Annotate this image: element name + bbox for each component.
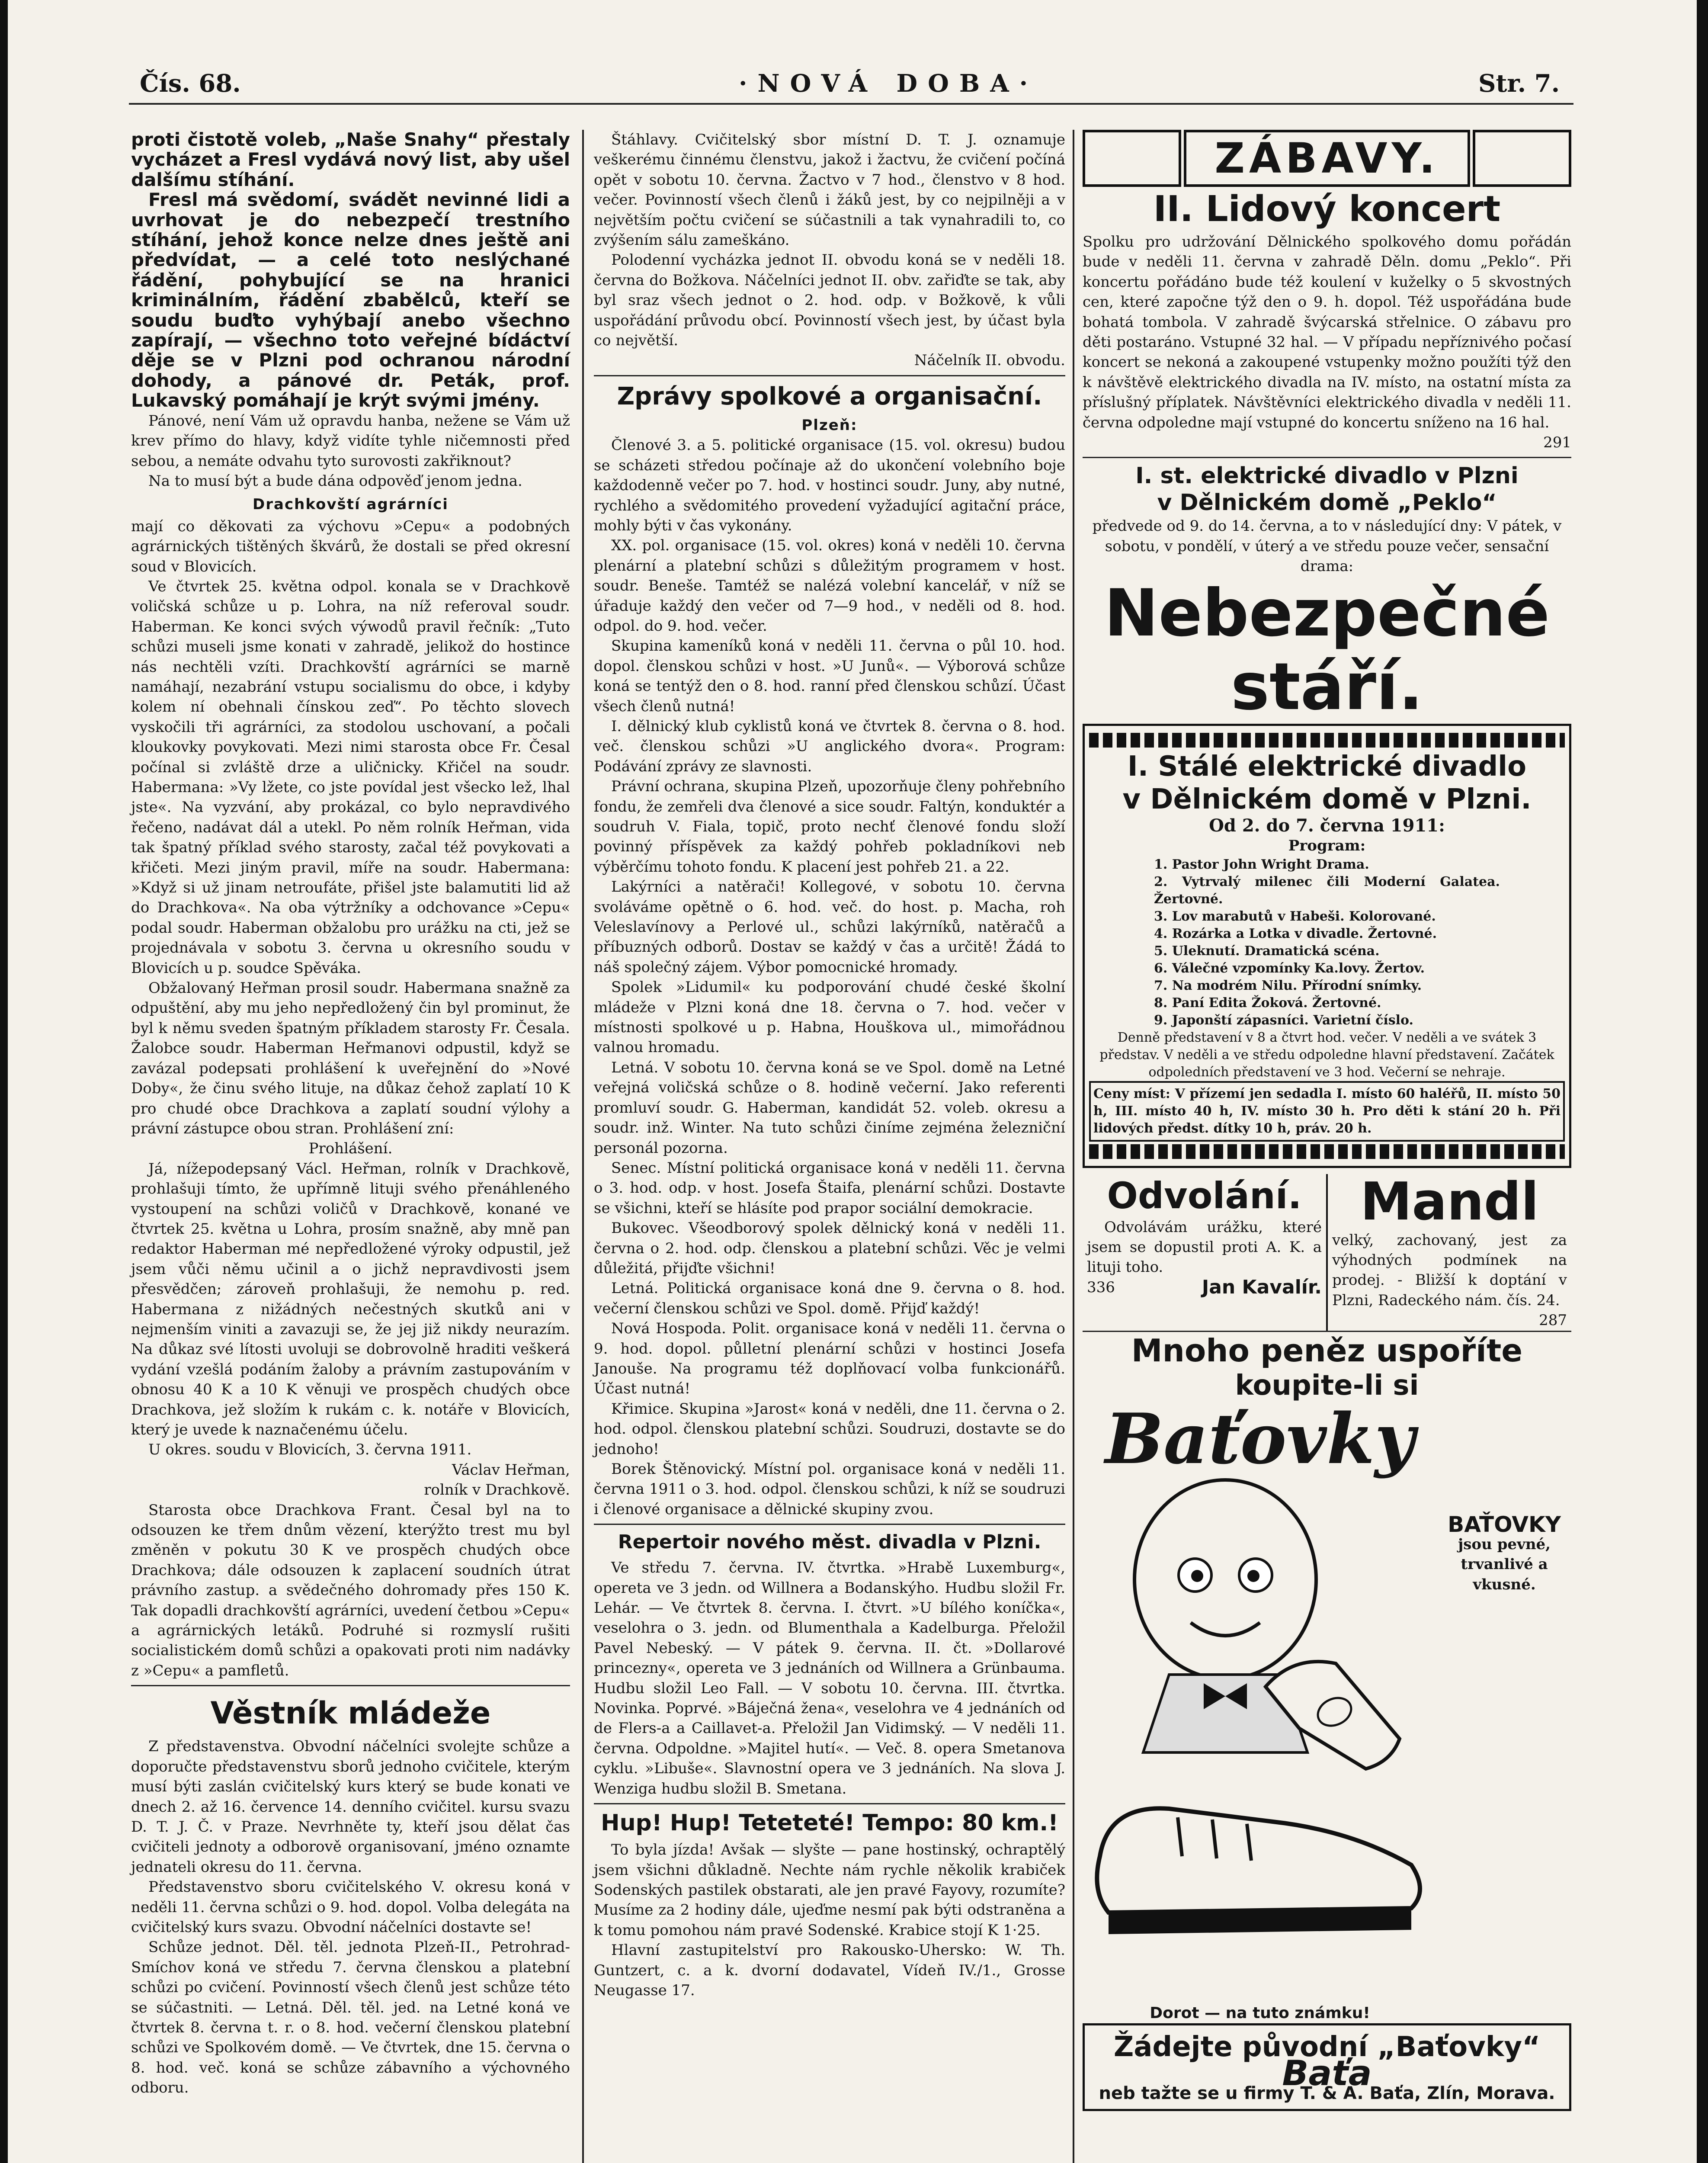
news-item: Spolek »Lidumil« ku podporování chudé české školní mládeže v Plzni koná dne 18. června o 7. hod. večer v místnosti spolkové u p. Habna, Houškova ul., mimořádnou valnou hromadu. <box>594 979 1065 1056</box>
news-item: Členové 3. a 5. politické organisace (15. vol. okresu) budou se scházeti středou počínaje až do ukončení volebního boje každodenně večer po 7. hod. v hostinci soudr. Juny, aby nutné, rychlého a svědomitého provedení vyžadující agitační práce, mohly býti v čas vykonány. <box>594 436 1065 534</box>
article-paragraph: Obžalovaný Heřman prosil soudr. Habermana snažně za odpuštění, aby mu jeho nepředložený čin byl prominut, že byl k němu sveden špatným příkladem starosty Fr. Česala. Žalobce soudr. Haberman Heřmanovi odpustil, když se zavázal podepsati prohlášení k uveřejnění do »Nové Doby«, že činu svého lituje, na důkaz čehož zaplatí 10 K pro chudé obce Drachkova a zaplatí soudní výlohy a právní zástupce obou stran. Prohlášení zní: <box>131 979 570 1137</box>
banner-side-box <box>1473 130 1571 187</box>
plzen-subheading: Plzeň: <box>801 416 858 434</box>
koncert-title: II. Lidový koncert <box>1153 189 1501 230</box>
mandl-ad <box>1328 1171 1571 1331</box>
article-paragraph: mají co děkovati za výchovu »Cepu« a podobných agrárnických tištěných škvárů, že dostali se před okresní soud v Blovicích. <box>131 517 570 575</box>
stale-dates: Od 2. do 7. června 1911: <box>1209 815 1445 836</box>
odvolani-ad <box>1083 1174 1328 1331</box>
bata-order-box <box>1083 2023 1571 2111</box>
news-item: Borek Štěnovický. Místní pol. organisace koná v neděli 11. června 1911 o 3. hod. odpol. členskou schůzi, k níž se soudruzi i členové organisace a dělnické skupiny zvou. <box>594 1460 1065 1518</box>
ad-number: 336 <box>1087 1278 1115 1296</box>
stale-program-label: Program: <box>1288 837 1366 855</box>
bata-side-text: jsou pevné, trvanlivé a vkusné. <box>1458 1535 1551 1593</box>
news-item: Letná. Politická organisace koná dne 9. června o 8. hod. večerní členskou schůzi ve Spol. domě. Přijď každý! <box>594 1280 1065 1317</box>
article-paragraph: Na to musí být a bude dána odpověď jenom jedna. <box>148 472 522 490</box>
column-left <box>131 130 570 2098</box>
repertoir-text: Ve středu 7. června. IV. čtvrtka. »Hrabě Luxemburg«, opereta ve 3 jedn. od Willnera a Bodanskýho. Hudbu složil Fr. Lehár. — Ve čtvrtek 8. června. I. čtvrt. »U bílého koníčka«, veselohra o 3. jedn. od Blumenthala a Kadelburga. Přeložil Pavel Nebeský. — V pátek 9. června. II. čt. »Dollarové princezny«, opereta ve 3 jednáních od Willnera a Grünbauma. Hudbu složil Leo Fall. — V sobotu 10. června. III. čtvrtka. Novinka. Poprvé. »Báječná žena«, veselohra ve 4 jednáních od de Flers-a a Caillavet-a. Přeložil Jan Vidimský. — V neděli 11. června. Odpoldne. »Majitel hutí«. — Več. 8. opera Smetanova cyklu. »Libuše«. Slavnostní opera ve 3 jednáních. Na slova J. Wenziga hudbu složil B. Smetana. <box>594 1559 1065 1797</box>
program-item: 7. Na modrém Nilu. Přírodní snímky. <box>1154 978 1422 993</box>
news-item: Skupina kameníků koná v neděli 11. června o půl 10. hod. dopol. členskou schůzi v host. »U Junů«. — Výborová schůze koná se tentýž den o 8. hod. ranní před členskou schůzí. Účast všech členů nutná! <box>594 637 1065 715</box>
bata-headline-2: koupite-li si <box>1235 1369 1419 1402</box>
separator <box>131 1685 570 1686</box>
odvolani-text: Odvolávám urážku, které jsem se dopustil proti A. K. a lituji toho. <box>1087 1218 1322 1276</box>
news-item: Štáhlavy. Cvičitelský sbor místní D. T. J. oznamuje veškerému činnému členstvu, jakož i žactvu, že cvičení počíná opět v sobotu 10. června. Žactvo v 7 hod., členstvo v 8 hod. večer. Povinností všech členů i žáků jest, by co nejpilněji a v největším počtu cvičení se súčastnili a tak vynahradili to, co zvýšením sálu zameškáno. <box>594 131 1065 249</box>
news-item: Senec. Místní politická organisace koná v neděli 11. června o 3. hod. odp. v host. Josefa Štaifa, plenární schůzi. Dostavte se všichni, kteří se hlásíte pod prapor sociální demokracie. <box>594 1159 1065 1217</box>
stale-divadlo-ad <box>1083 724 1571 1168</box>
stale-subtitle: v Dělnickém domě v Plzni. <box>1122 783 1532 815</box>
separator <box>594 1803 1065 1804</box>
column-middle <box>594 130 1065 2000</box>
banner-side-box <box>1083 130 1181 187</box>
bata-logo-text: Baťa <box>1282 2053 1372 2093</box>
program-item: 4. Rozárka a Lotka v divadle. Žertovné. <box>1154 926 1437 941</box>
news-item: Polodenní vycházka jednot II. obvodu koná se v neděli 18. června do Božkova. Náčelníci jednot II. obv. zařiďte se tak, aby byl sraz všech jednot o 2. hod. odp. v Božkově, k vůli uspořádání průvodu obcí. Povinností všech jest, by účast byla co největší. <box>594 251 1065 350</box>
zpravy-heading: Zprávy spolkové a organisační. <box>617 382 1042 411</box>
drama-title-2: stáří. <box>1231 649 1423 725</box>
ad-number: 291 <box>1543 434 1571 452</box>
hup-text: To byla jízda! Avšak — slyšte — pane hostinský, ochraptělý jsem všichni důkladně. Nechte nám rychle několik krabiček Sodenských pastilek obstarati, ale jen pravé Fayovy, rozumíte? Musíme za 2 hodiny dále, ujeďme nesmí pak býti odstraněna a k tomu pomohou nám pravé Sodenské. Krabice stojí K 1·25. <box>594 1841 1065 1939</box>
bata-ad <box>1083 1332 1571 2111</box>
odvolani-title: Odvolání. <box>1107 1174 1302 1217</box>
declaration-signature: Václav Heřman, <box>452 1461 570 1479</box>
bata-brand: Baťovky <box>1105 1398 1415 1479</box>
vestnik-heading: Věstník mládeže <box>210 1695 491 1731</box>
program-list <box>1089 856 1565 1029</box>
separator <box>594 375 1065 376</box>
divadlo-text: předvede od 9. do 14. června, a to v následující dny: V pátek, v sobotu, v pondělí, v úterý a ve středu pouze večer, sensační drama: <box>1092 517 1562 575</box>
hup-heading: Hup! Hup! Teteteté! Tempo: 80 km.! <box>601 1810 1058 1836</box>
program-item: 3. Lov marabutů v Habeši. Kolorované. <box>1154 908 1436 924</box>
bata-speech: Dorot — na tuto známku! <box>1150 2004 1370 2022</box>
mandl-title: Mandl <box>1360 1171 1539 1232</box>
small-ads-row <box>1083 1171 1571 1332</box>
separator <box>594 1524 1065 1525</box>
ad-number: 287 <box>1539 1312 1567 1329</box>
issue-number: Čís. 68. <box>140 69 241 98</box>
article-lead: proti čistotě voleb, „Naše Snahy“ přestaly vycházet a Fresl vydává nový list, aby ušel dalšímu stíhání. <box>131 129 570 190</box>
repertoir-heading: Repertoir nového měst. divadla v Plzni. <box>618 1531 1041 1553</box>
bata-headline: Mnoho peněz uspoříte <box>1131 1332 1523 1369</box>
newspaper-page <box>8 0 1697 2163</box>
program-item: 9. Japonští zápasníci. Varietní číslo. <box>1154 1012 1413 1028</box>
column-right <box>1083 130 1571 2117</box>
zabavy-banner <box>1083 130 1571 187</box>
declaration-place: U okres. soudu v Blovicích, 3. června 1911. <box>148 1441 472 1459</box>
drama-title: Nebezpečné <box>1104 575 1550 651</box>
price-box: Ceny míst: V přízemí jen sedadla I. místo 60 haléřů, II. místo 50 h, III. místo 40 h, IV. místo 30 h. Pro děti k stání 20 h. Při lidových předst. dítky 10 h, práv. 20 h. <box>1089 1081 1565 1142</box>
drachkov-heading: Drachkovští agrárníci <box>253 496 449 513</box>
page-number: Str. 7. <box>1478 69 1560 98</box>
article-paragraph: Pánové, není Vám už opravdu hanba, nežene se Vám už krev přímo do hlavy, když vidíte tyhle ničemnosti před sebou, a nemáte odvahu tyto surovosti zakřiknout? <box>131 412 570 470</box>
program-item: 5. Uleknutí. Dramatická scéna. <box>1154 943 1380 959</box>
declaration-heading: Prohlášení. <box>308 1140 393 1158</box>
stale-note: Denně představení v 8 a čtvrt hod. večer. V neděli a ve svátek 3 představ. V neděli a ve středu odpoledne hlavní představení. Začátek odpoledních představení ve 3 hod. Večerní se nehraje. <box>1099 1030 1554 1080</box>
declaration-body: Já, nížepodepsaný Václ. Heřman, rolník v Drachkově, prohlašuji tímto, že upřímně lituji svého přenáhleného vystoupení na schůzi voličů v Drachkově, konané ve čtvrtek 25. května u Lohra, prosím snažně, aby mně pan redaktor Haberman mé nepředložené výroky odpustil, jež jsem vůči němu učinil a o jichž nepravdivosti jsem přesvědčen; zároveň prohlašuji, že nemohu p. red. Habermana z nižádných nečestných skutků ani v nejmenším viniti a zavazuji se, že jej již nikdy neurazím. Na důkaz své lítosti uvoluji se dobrovolně hraditi veškerá vydání vzešlá podáním žaloby a právním zastupováním v obnosu 40 K a 10 K věnuji ve prospěch chudých obce Drachkova, jež složím k rukám c. k. notáře v Blovicích, který je uvede k naznačenému účelu. <box>131 1160 570 1438</box>
hup-footer: Hlavní zastupitelství pro Rakousko-Uhersko: W. Th. Guntzert, c. a k. dvorní dodavatel, Vídeň IV./1., Grosse Neugasse 17. <box>594 1942 1065 1999</box>
program-item: 1. Pastor John Wright Drama. <box>1154 857 1369 872</box>
news-item: Lakýrníci a natěrači! Kollegové, v sobotu 10. června svoláváme opětně o 6. hod. več. do host. p. Macha, roh Veleslavínovy a Perlové ul., schůzi lakýrníků, natěračů a příbuzných odborů. Dostav se každý v čas a určitě! Žádá to náš společný zájem. Výbor pomocnické hromady. <box>594 878 1065 976</box>
news-signature: Náčelník II. obvodu. <box>914 352 1065 369</box>
declaration-signature-role: rolník v Drachkově. <box>424 1481 570 1499</box>
large-shoe-icon <box>1097 1808 1420 1934</box>
news-item: Nová Hospoda. Polit. organisace koná v neděli 11. června o 9. hod. dopol. půlletní plenární schůzi v hostinci Josefa Janouše. Na programu též doplňovací volba funkcionářů. Účast nutná! <box>594 1320 1065 1398</box>
bata-footer: neb tažte se u firmy T. & A. Baťa, Zlín, Morava. <box>1099 2083 1555 2104</box>
koncert-text: Spolku pro udržování Dělnického spolkového domu pořádán bude v neděli 11. června v zahradě Děln. domu „Peklo“. Při koncertu pořádáno bude též koulení v kuželky o 5 skvostných cen, které započne týž den o 9. h. dopol. Též uspořádána bude bohatá tombola. V zahradě švýcarská střelnice. O zábavu pro děti postaráno. Vstupné 32 hal. — V případu nepříznivého počasí koncert se nekoná a zakoupené vstupenky možno použíti týž den k návštěvě elektrického divadla na IV. místo, na ostatní místa za příslušný příplatek. Návštěvníci elektrického divadla v neděli 11. června odpoledne mají vstupné do koncertu sníženo na 16 hal. <box>1083 233 1571 431</box>
article-paragraph: Starosta obce Drachkova Frant. Česal byl na to odsouzen ke třem dnům vězení, kterýžto trest mu byl změněn v pokutu 30 K ve prospěch chudých obce Drachkova; dále odsouzen k zaplacení soudních útrat právního zastup. a svědečného dohromady přes 150 K. Tak dopadli drachkovští agrárníci, uvedení četbou »Cepu« a agrárnických letáků. Podruhé si rozmyslí rušiti socialistickém domů schůzi a opakovati proti nim nadávky z »Cepu« a pamfletů. <box>131 1501 570 1679</box>
news-item: Křimice. Skupina »Jarost« koná v neděli, dne 11. června o 2. hod. odpol. členskou platební schůzi. Soudruzi, dostavte se do jednoho! <box>594 1400 1065 1458</box>
program-item: 6. Válečné vzpomínky Ka.lovy. Žertov. <box>1154 960 1425 976</box>
news-item: I. dělnický klub cyklistů koná ve čtvrtek 8. června o 8. hod. več. členskou schůzi »U anglického dvora«. Program: Podávání zprávy ze slavnosti. <box>594 717 1065 775</box>
odvolani-name: Jan Kavalír. <box>1202 1276 1322 1298</box>
zadejte-heading: Žádejte původní „Baťovky“ <box>1113 2031 1541 2063</box>
stale-title: I. Stálé elektrické divadlo <box>1127 750 1527 783</box>
zabavy-title: ZÁBAVY. <box>1184 130 1470 187</box>
newspaper-title: ·NOVÁ DOBA· <box>739 69 1038 98</box>
bata-side-title: BAŤOVKY <box>1448 1512 1561 1537</box>
mandl-text: velký, zachovaný, jest za výhodných podmínek na prodej. - Bližší k doptání v Plzni, Radeckého nám. čís. 24. <box>1332 1231 1567 1309</box>
vestnik-item: Z představenstva. Obvodní náčelníci svolejte schůze a doporučte představenstvu sborů jednoho cvičitele, kterým musí býti zaslán cvičitelský kurs který se bude konati ve dnech 2. až 16. července 14. denního cvičitel. kursu svazu D. T. J. Č. v Praze. Nevrhněte ty, kteří jsou dělat čas cvičiteli jednoty a odborově organisovaní, jméno oznamte jednateli okresu do 11. června. <box>131 1738 570 1876</box>
vestnik-item: Představenstvo sboru cvičitelského V. okresu koná v neděli 11. června schůzi o 9. hod. dopol. Volba delegáta na cvičitelský kurs svazu. Obvodní náčelníci dostavte se! <box>131 1878 570 1936</box>
program-item: 2. Vytrvalý milenec čili Moderní Galatea. Žertovné. <box>1154 874 1500 907</box>
separator <box>1083 457 1571 458</box>
decorative-border <box>1089 1144 1565 1159</box>
decorative-border <box>1089 733 1565 748</box>
news-item: Bukovec. Všeodborový spolek dělnický koná v neděli 11. června o 2. hod. odp. členskou a platební schůzi. Věc je velmi důležitá, přijďte všichni! <box>594 1219 1065 1277</box>
article-paragraph: Ve čtvrtek 25. května odpol. konala se v Drachkově voličská schůze u p. Lohra, na níž referoval soudr. Haberman. Ke konci svých výwodů pravil řečník: „Tuto schůzi museli jsme konati v zahradě, jelikož do hostince nás nechtěli vzíti. Drachkovští agrárníci se marně namáhají, nezabrání vstupu socialismu do obce, i kdyby kolem ní obehnali čínskou zeď“. Po těchto slovech vyskočili tři agrárníci, za stodolou uschovaní, a počali kloukovky povykovati. Mezi nimi starosta obce Fr. Česal počínal si zvláště drze a uličnicky. Křičel na soudr. Habermana: »Vy lžete, co jste povídal jest všecko lež, lhal jste«. Na vyzvání, aby prokázal, co bylo nepravdivého řečeno, nadávat dál a utekl. Po něm rolník Heřman, vida tak špatný příklad svého starosty, začal též povykovati a křičeti. Mezi jiným pravil, míře na soudr. Habermana: »Když si už jinam netroufáte, přišel jste balamutiti lid až do Drachkova«. Na oba výtržníky a odchovance »Cepu« podal soudr. Haberman obžalobu pro urážku na cti, jež se projednávala v sobotu 3. června u okresního soudu v Blovicích u p. soudce Spěváka. <box>131 578 570 977</box>
bata-illustration <box>1083 1476 1437 2003</box>
divadlo-subtitle: v Dělnickém domě „Peklo“ <box>1157 490 1497 516</box>
news-item: XX. pol. organisace (15. vol. okres) koná v neděli 10. června plenární a platební schůzi s důležitým programem v host. soudr. Beneše. Tamtéž se nalézá volební kancelář, v níž se úřaduje každý den večer od 7—9 hod., v neděli od 8. hod. odpol. do 9. hod. večer. <box>594 537 1065 635</box>
news-item: Letná. V sobotu 10. června koná se ve Spol. domě na Letné veřejná voličská schůze o 8. hodině večerní. Jako referenti promluví soudr. G. Haberman, kandidát 52. voleb. okresu a soudr. inž. Winter. Na tuto schůzi činíme zejména železniční personál pozorna. <box>594 1059 1065 1157</box>
column-divider-1 <box>582 130 584 2163</box>
divadlo-title: I. st. elektrické divadlo v Plzni <box>1135 463 1519 489</box>
program-item: 8. Paní Edita Žoková. Žertovné. <box>1154 995 1381 1011</box>
article-paragraph: Fresl má svědomí, svádět nevinné lidi a uvrhovat je do nebezpečí trestního stíhání, jehož konce nelze dnes ještě ani předvídat, — a celé toto neslýchané řádění, pohybující se na hranici kriminálním, řádění zbabělců, kteří se soudu buďto vyhýbají anebo všechno zapírají, — všechno toto veřejné bídáctví děje se v Plzni pod ochranou národní dohody, a pánové dr. Peták, prof. Lukavský pomáhají je krýt svými jmény. <box>131 189 570 411</box>
news-item: Právní ochrana, skupina Plzeň, upozorňuje členy pohřebního fondu, že zemřeli dva členové a sice soudr. Faltýn, konduktér a soudruh V. Fiala, topič, proto nechť členové fondu složí povinný příspěvek za každý pohřeb pokladníkovi neb výběrčímu tohoto fondu. K placení jest pohřeb 21. a 22. <box>594 778 1065 876</box>
column-divider-2 <box>1073 130 1074 2163</box>
header-rule <box>129 103 1573 105</box>
vestnik-item: Schůze jednot. Děl. těl. jednota Plzeň-II., Petrohrad-Smíchov koná ve středu 7. června členskou a platební schůzi po cvičení. Povinností všech členů jest schůze této se súčastniti. — Letná. Děl. těl. jed. na Letné koná ve čtvrtek 8. června t. r. o 8. hod. večerní členskou platební schůzi ve Spolkovém domě. — Ve čtvrtek, dne 15. června o 8. hod. več. koná se schůze zábavního a výchovného odboru. <box>131 1938 570 2097</box>
